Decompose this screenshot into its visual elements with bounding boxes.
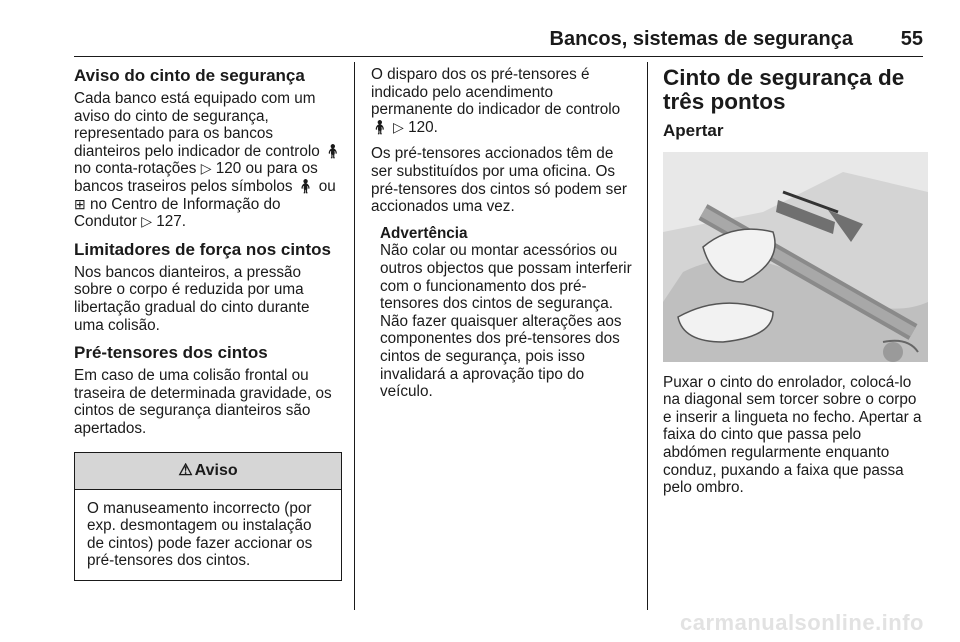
reference-arrow-icon: ▷: [200, 160, 212, 177]
page-number: 55: [900, 28, 923, 50]
paragraph: Puxar o cinto do enrolador, colocá-lo na diagonal sem torcer sobre o corpo e inserir a lingueta no fecho. Apertar a faixa do cinto que passa pelo abdómen regularmente enquanto conduz, puxando a faixa que passa pelo ombro.: [663, 373, 922, 497]
section-heading: Aviso do cinto de segurança: [74, 66, 305, 85]
seatbelt-illustration: [663, 152, 928, 362]
column-2: [371, 66, 635, 401]
rear-seat-icon: ⊞: [74, 195, 86, 212]
section-title: Cinto de segurança de três pontos: [663, 65, 905, 114]
pretensioner-icon: 🧍︎: [371, 118, 389, 135]
paragraph: Em caso de uma colisão frontal ou traseira de determinada gravidade, os cintos de segurança dianteiros são apertados.: [74, 367, 332, 437]
watermark: carmanualsonline.info: [680, 610, 924, 635]
seatbelt-icon: 🧍︎: [324, 142, 342, 159]
warning-triangle-icon: ⚠︎: [178, 461, 193, 479]
note-text: Não colar ou montar acessórios ou outros objectos que possam interferir com o funcionamento dos pré-tensores dos cintos de segurança. Não fazer quaisquer alterações aos componentes dos pré-tensores dos cintos de segurança, pois isso invalidará a aprovação tipo do veículo.: [380, 242, 632, 401]
paragraph: Cada banco está equipado com um aviso do cinto de segurança, representado para os bancos dianteiros pelo indicador de controlo 🧍︎ no conta-rotações ▷ 120 ou para os bancos traseiros pelos símbolos 🧍︎ ou ⊞ no Centro de Informação do Condutor ▷ 127.: [74, 90, 342, 231]
section-heading: Pré-tensores dos cintos: [74, 343, 268, 363]
warning-box: [74, 452, 342, 581]
column-divider: [647, 62, 648, 610]
warning-text: O manuseamento incorrecto (por exp. desmontagem ou instalação de cintos) pode fazer accionar os pré-tensores dos cintos.: [87, 499, 313, 570]
section-subtitle: Apertar: [663, 121, 724, 140]
section-heading: Limitadores de força nos cintos: [74, 239, 331, 259]
column-divider: [354, 62, 355, 610]
paragraph: Os pré-tensores accionados têm de ser substituídos por uma oficina. Os pré-tensores dos cintos só podem ser accionados uma vez.: [371, 145, 627, 216]
column-3: [663, 66, 928, 506]
warning-header: ⚠︎ Aviso: [75, 453, 341, 490]
note-title: Advertência: [380, 224, 468, 242]
reference-arrow-icon: ▷: [141, 213, 152, 230]
page-title: Bancos, sistemas de segurança: [549, 28, 853, 50]
seatbelt-icon: 🧍︎: [296, 177, 315, 194]
paragraph: Nos bancos dianteiros, a pressão sobre o corpo é reduzida por uma libertação gradual do cinto durante uma colisão.: [74, 263, 310, 334]
paragraph: O disparo dos os pré-tensores é indicado pelo acendimento permanente do indicador de controlo 🧍︎ ▷ 120.: [371, 66, 621, 136]
page-header: [74, 28, 923, 57]
column-1: [74, 66, 342, 581]
note-block: [380, 225, 635, 401]
reference-arrow-icon: ▷: [393, 118, 404, 135]
